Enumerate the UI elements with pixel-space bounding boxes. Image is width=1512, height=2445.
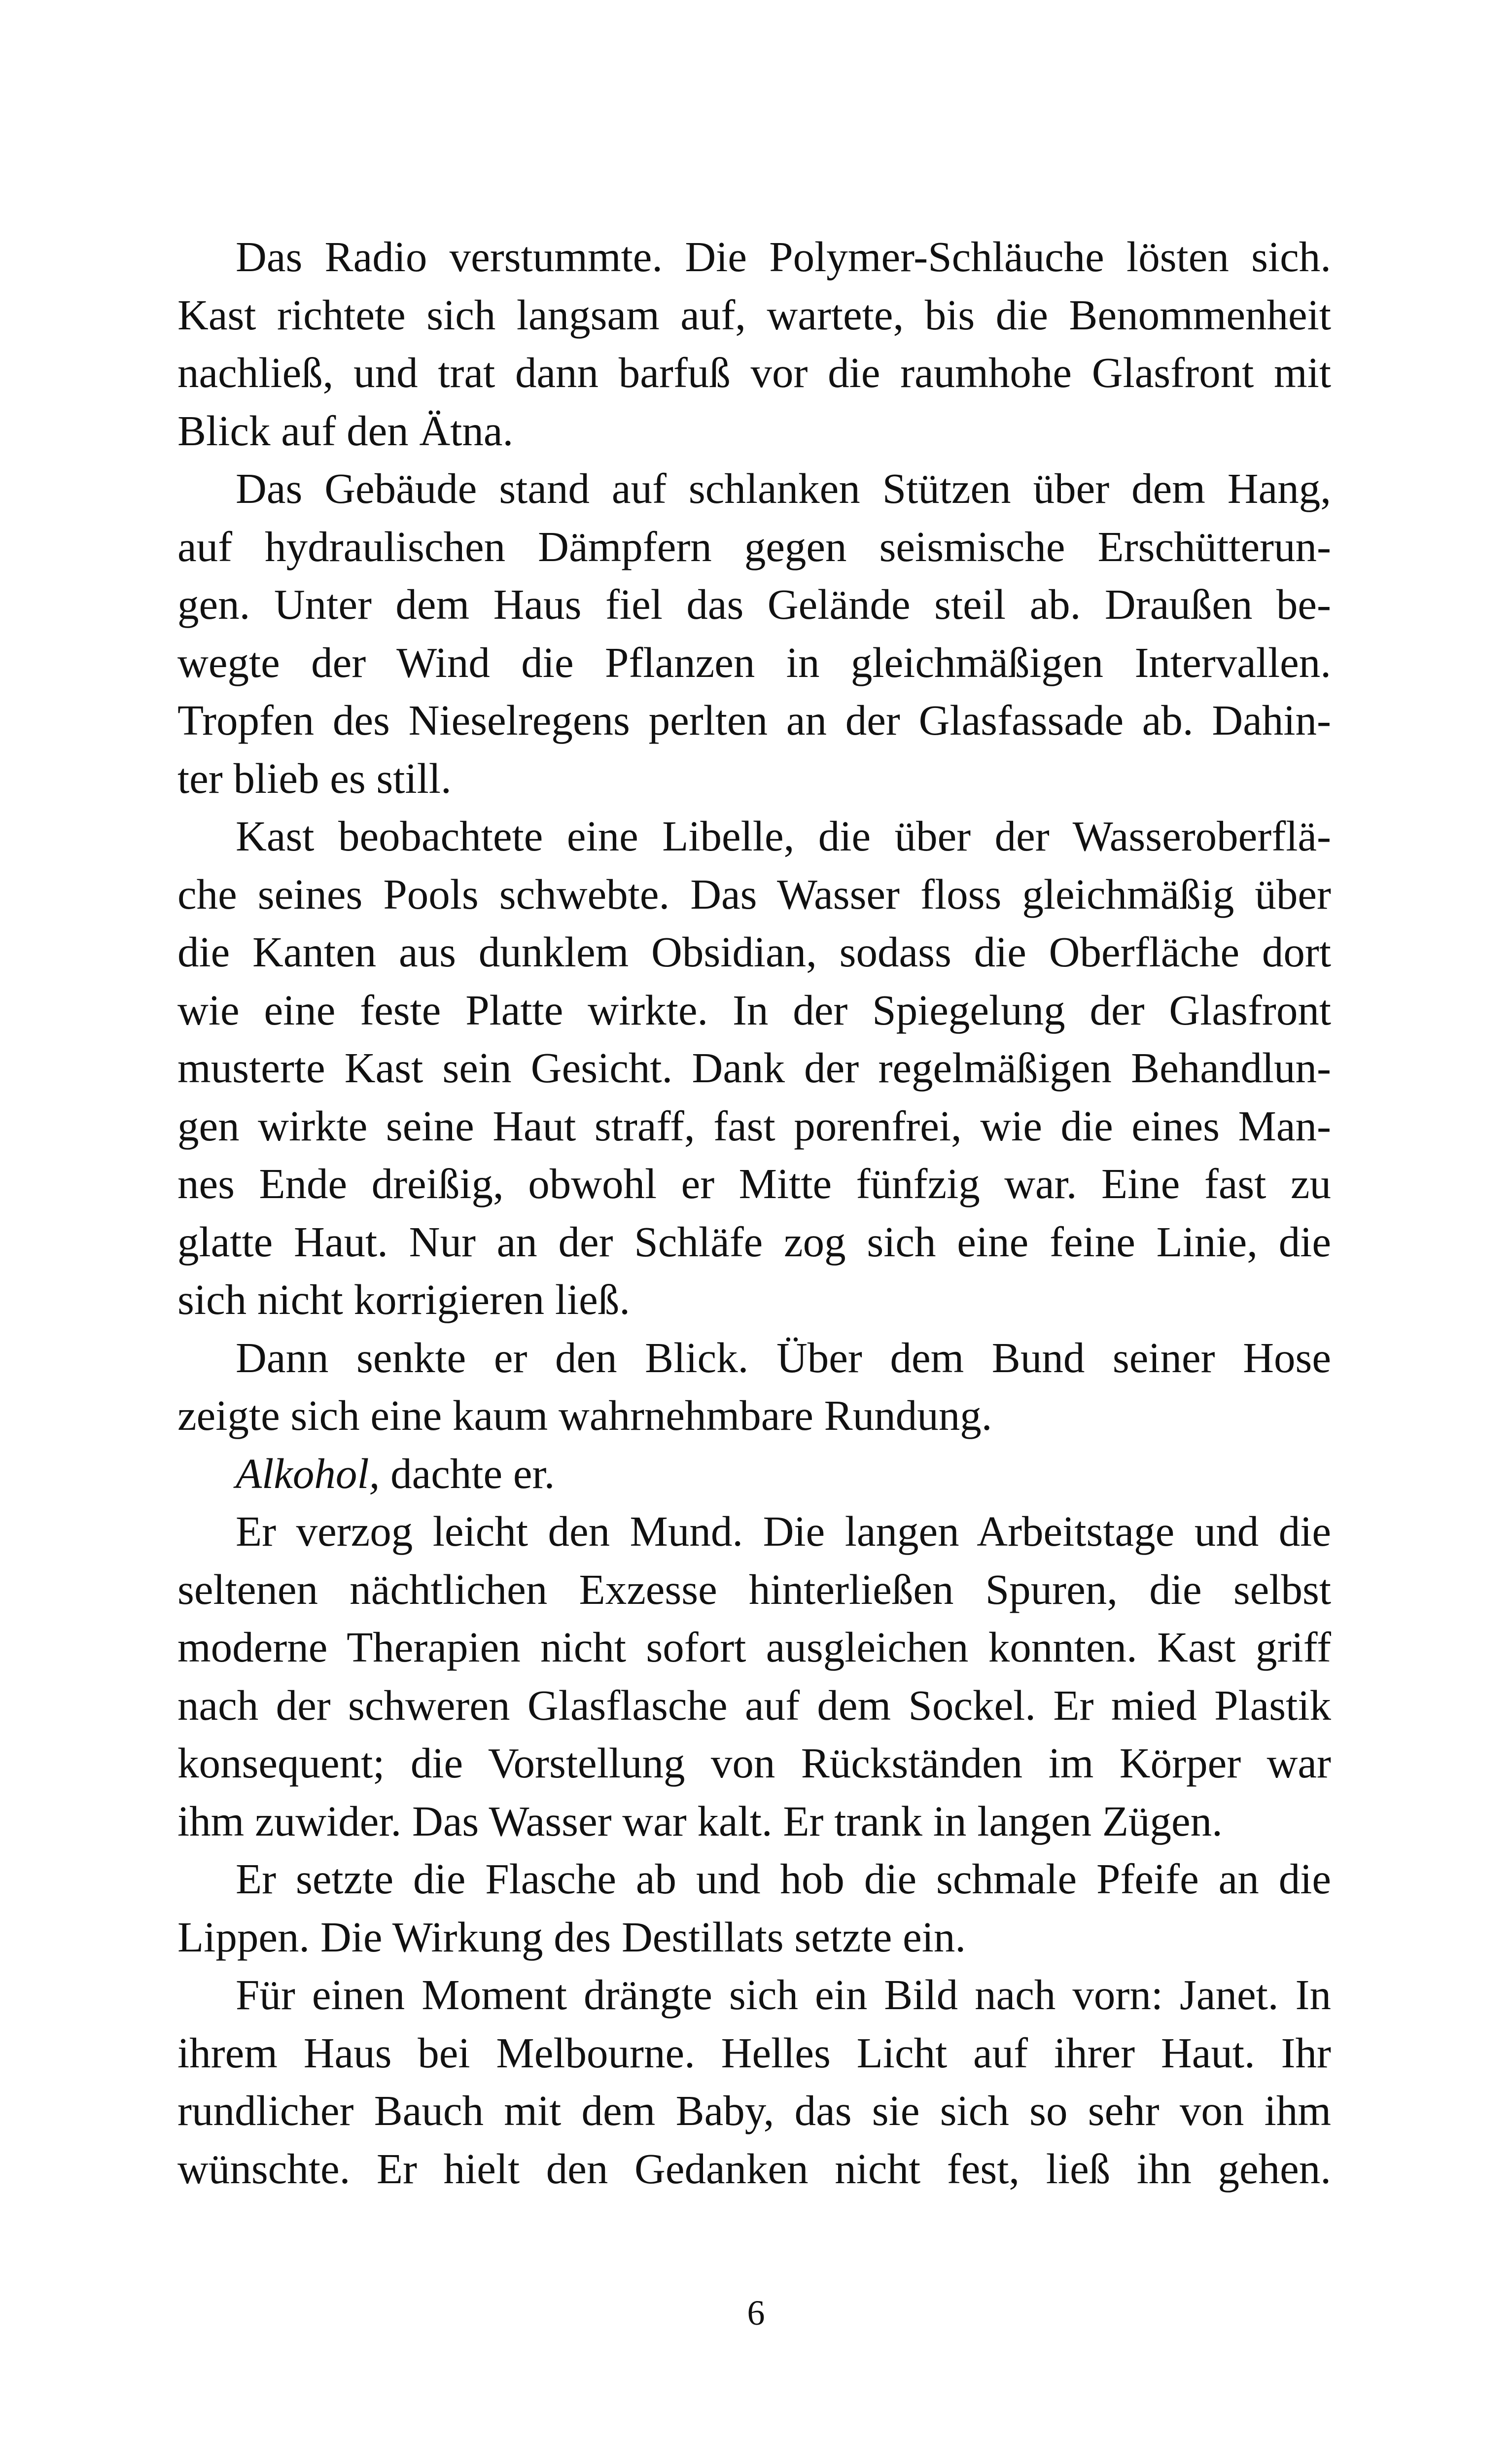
paragraph-8: [177, 1966, 1331, 2197]
italic-thought: Alkohol,: [236, 1449, 380, 1497]
text-line: ihm zuwider. Das Wasser war kalt. Er trank in langen Zügen.: [177, 1797, 1223, 1845]
text-line: wünschte. Er hielt den Gedanken nicht fest, ließ ihn gehen.: [177, 2144, 1331, 2193]
text-line: che seines Pools schwebte. Das Wasser floss gleichmäßig über: [177, 870, 1331, 918]
text-line: zeigte sich eine kaum wahrnehmbare Rundung.: [177, 1391, 992, 1439]
text-line: Kast richtete sich langsam auf, wartete, bis die Benommenheit: [177, 290, 1331, 339]
text-line: [177, 1445, 1331, 1503]
text-line: ihrem Haus bei Melbourne. Helles Licht auf ihrer Haut. Ihr: [177, 2028, 1331, 2077]
text-line: Er setzte die Flasche ab und hob die schmale Pfeife an die: [236, 1855, 1331, 1903]
text-line: die Kanten aus dunklem Obsidian, sodass die Oberfläche dort: [177, 928, 1331, 976]
paragraph-4: [177, 1329, 1331, 1445]
paragraph-1: [177, 228, 1331, 460]
paragraph-6: [177, 1502, 1331, 1850]
text-line: gen. Unter dem Haus fiel das Gelände steil ab. Draußen be-: [177, 580, 1331, 628]
text-line: sich nicht korrigieren ließ.: [177, 1276, 631, 1323]
text-line: rundlicher Bauch mit dem Baby, das sie sich so sehr von ihm: [177, 2087, 1331, 2134]
body-text: [177, 228, 1331, 2197]
text-line: Er verzog leicht den Mund. Die langen Arbeitstage und die: [236, 1507, 1331, 1555]
paragraph-5: [177, 1445, 1331, 1503]
text-line: Kast beobachtete eine Libelle, die über der Wasseroberflä-: [236, 812, 1331, 860]
paragraph-2: [177, 460, 1331, 807]
text-line: auf hydraulischen Dämpfern gegen seismische Erschütterun-: [177, 522, 1331, 570]
paragraph-3: [177, 807, 1331, 1329]
text-line: wie eine feste Platte wirkte. In der Spiegelung der Glasfront: [177, 986, 1331, 1034]
text-line: wegte der Wind die Pflanzen in gleichmäßigen Intervallen.: [177, 638, 1331, 686]
text-line: nes Ende dreißig, obwohl er Mitte fünfzig war. Eine fast zu: [177, 1160, 1331, 1207]
text-line: nachließ, und trat dann barfuß vor die raumhohe Glasfront mit: [177, 349, 1331, 396]
text-line: gen wirkte seine Haut straff, fast porenfrei, wie die eines Man-: [177, 1101, 1331, 1150]
text-line: Dann senkte er den Blick. Über dem Bund seiner Hose: [236, 1333, 1331, 1382]
thought-tag: dachte er.: [380, 1449, 555, 1497]
text-line: nach der schweren Glasflasche auf dem Sockel. Er mied Plastik: [177, 1681, 1331, 1729]
page-number: 6: [747, 2293, 765, 2333]
text-line: Das Gebäude stand auf schlanken Stützen über dem Hang,: [236, 464, 1331, 512]
text-line: Lippen. Die Wirkung des Destillats setzte ein.: [177, 1913, 966, 1961]
text-line: Tropfen des Nieselregens perlten an der Glasfassade ab. Dahin-: [177, 696, 1331, 744]
text-line: Das Radio verstummte. Die Polymer-Schläuche lösten sich.: [236, 233, 1331, 281]
paragraph-7: [177, 1850, 1331, 1966]
text-line: ter blieb es still.: [177, 754, 452, 802]
text-line: Blick auf den Ätna.: [177, 406, 514, 455]
text-line: moderne Therapien nicht sofort ausgleichen konnten. Kast griff: [177, 1623, 1331, 1671]
text-line: glatte Haut. Nur an der Schläfe zog sich eine feine Linie, die: [177, 1217, 1331, 1266]
text-line: Für einen Moment drängte sich ein Bild nach vorn: Janet. In: [236, 1971, 1331, 2019]
text-line: konsequent; die Vorstellung von Rückständen im Körper war: [177, 1739, 1331, 1787]
text-line: seltenen nächtlichen Exzesse hinterließen Spuren, die selbst: [177, 1565, 1331, 1613]
text-line: musterte Kast sein Gesicht. Dank der regelmäßigen Behandlun-: [177, 1044, 1331, 1092]
